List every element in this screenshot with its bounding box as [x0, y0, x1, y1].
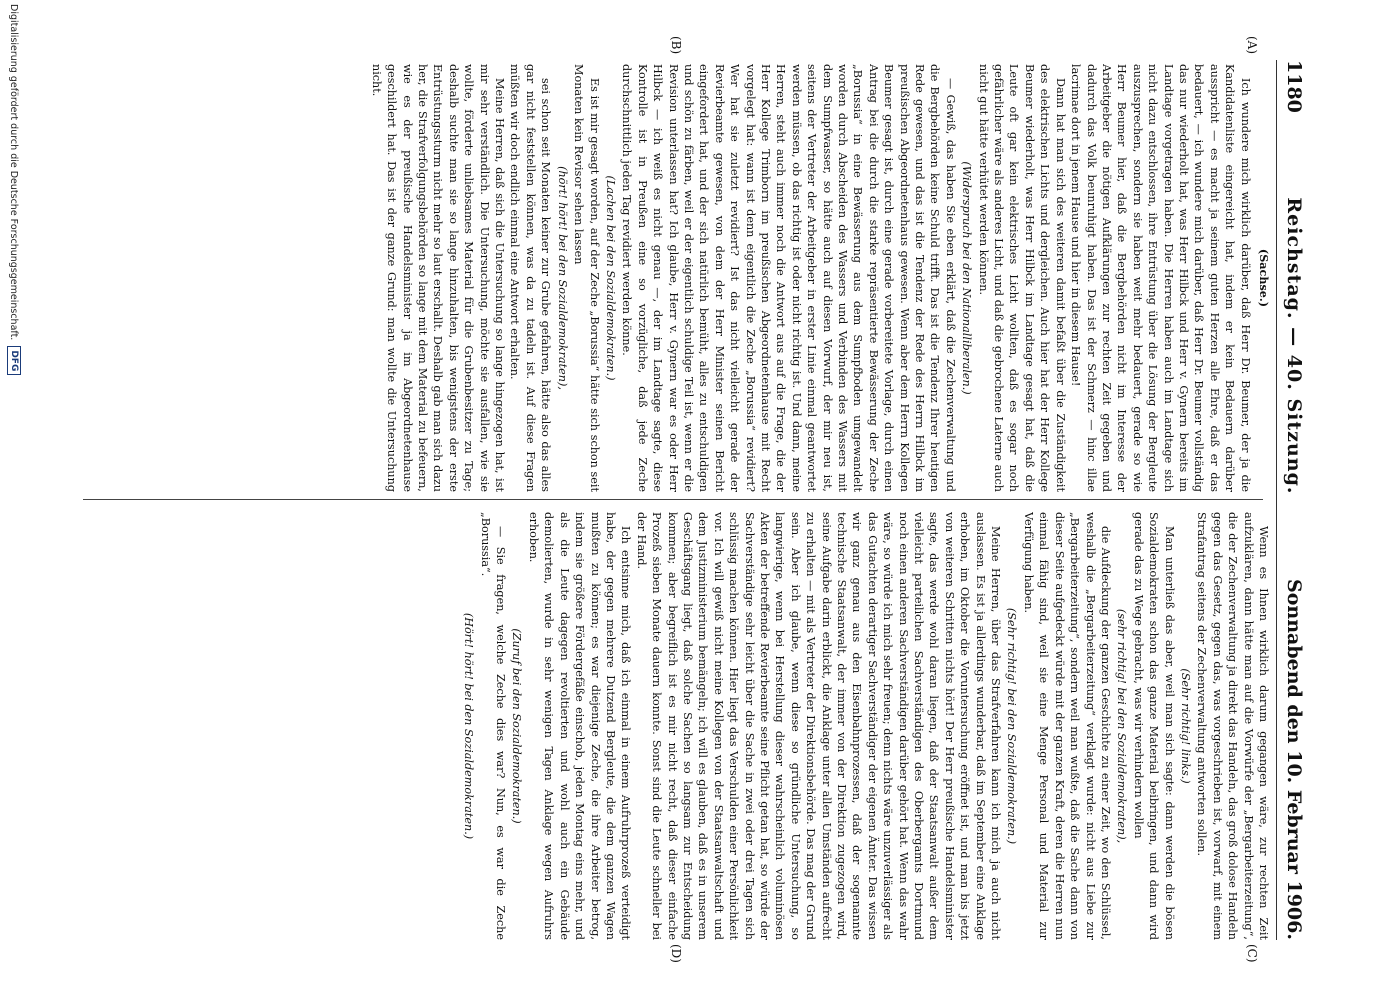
- header-rule: [1276, 60, 1277, 940]
- interjection: (Widerspruch bei den Nationalliberalen.): [960, 161, 974, 395]
- session-date: Sonnabend den 10. Februar 1906.: [1283, 579, 1305, 940]
- paragraph: die Aufdeckung der ganzen Geschichte zu einer Zeit, wo den Schlüssel, weshalb die „Bergarbeiterzeitung“ verklagt wurde: nicht aus Liebe zur „Bergarbeiterzeitung“, sondern weil man wußte, daß die Sache dann von dieser Seite aufgedeckt würde mit der ganzen Kraft, deren die Herren nun einmal fähig sind, weil sie eine Menge Personal und Material zur Verfügung haben.: [1021, 512, 1112, 940]
- page-header: [1277, 60, 1305, 940]
- margin-mark-b: (B): [669, 36, 683, 55]
- column-divider: [83, 499, 1263, 500]
- paragraph: Man unterließ das aber, weil man sich sagte: dann werden die bösen Sozialdemokraten schon das ganze Material beibringen, und dann wird gerade das zu Wege gebracht, was wir verhindern wollen: [1131, 512, 1176, 940]
- paragraph: Wenn es Ihnen wirklich darum gegangen wäre, zur rechten Zeit aufzuklären, dann hätte man auf die Vorwürfe der „Bergarbeiterzeitung“, die der Zechenverwaltung ja direkt das Handeln, das groß dolose Handeln gegen das Gesetz, gegen das, was vorgeschrieben ist, vorwarf, mit einem Strafantrag seitens der Zechenverwaltung antworten sollen.: [1195, 512, 1270, 940]
- interjection: (Sehr richtig! bei den Sozialdemokraten.): [1005, 607, 1019, 845]
- digitization-footer: [5, 4, 23, 998]
- interjection: (Hört! hört! bei den Sozialdemokraten.): [462, 612, 476, 840]
- paragraph: Ich entsinne mich, daß ich einmal in einem Aufruhrprozeß verteidigt habe, der gegen mehrere Dutzend Bergleute, die dem ganzen Wagen mußten zu können; es war diejenige Zeche, die ihre Arbeiter betrog, indem sie größere Fördergefäße einschob, jeden Montag eins mehr, und als die Leute dagegen revoltierten und wohl auch ein Gebäude demolierten, wurde in sehr wenigen Tagen Anklage wegen Aufruhrs erhoben.: [526, 512, 633, 940]
- paragraph: Meine Herren, daß sich die Untersuchung so lange hingezogen hat, ist mir sehr verständlich. Die Untersuchung, möchte sie ausfallen, wie sie wollte, förderte unliebsames Material für die Grubenbesitzer zu Tage; deshalb suchte man sie so lange hinzuhalten, bis wenigstens der erste Entrüstungssturm nicht mehr so laut erschallt. Deshalb gab man sich dazu her, die Strafverfolgungsbehörden so lange mit dem Material zu befeuern, wie es der preußische Handelsminister ja im Abgeordnetenhause geschildert hat. Das ist der ganze Grund: man wollte die Untersuchung nicht.: [369, 64, 507, 492]
- paragraph: Es ist mir gesagt worden, auf der Zeche „Borussia“ hätte sich schon seit Monaten kein Revisor sehen lassen: [572, 64, 601, 492]
- paragraph: Dann hat man sich des weiteren damit befaßt über die Zuständigkeit des elektrischen Lichts und dergleichen. Auch hier hat der Herr Kollege Beumer wiederholt, was Herr Hilbck im Landtage gesagt hat, daß die Leute oft gar kein elektrisches Licht wollten, daß es sogar noch gefährlicher wäre als anderes Licht, und daß die gebrochene Laterne auch nicht gut hätte verhütet werden können.: [976, 64, 1067, 492]
- paragraph: — Sie fragen, welche Zeche dies war? Nun, es war die Zeche „Borussia“.: [478, 512, 508, 940]
- interjection: (sehr richtig! bei den Sozialdemokraten),: [1115, 608, 1129, 844]
- paragraph: Meine Herren, über das Strafverfahren kann ich mich ja auch nicht auslassen. Es ist ja allerdings wunderbar, daß im September eine Anklage erhoben, im Oktober die Voruntersuchung eröffnet ist, und man bis jetzt von weiteren Schritten nichts hört! Der Herr preußische Handelsminister sagte, das werde wohl daran liegen, daß der Staatsanwalt außer dem vielleicht parteilichen Sachverständigen des Oberbergamts Dortmund noch einen anderen Sachverständigen darüber gehört hat. Wenn das wahr wäre, so würde ich mich sehr freuen; denn nichts wäre unzuverlässiger als das Gutachten derartiger Sachverständiger der eigenen Ämter. Das wissen wir ganz genau aus den Eisenbahnprozessen, daß der sogenannte technische Staatsanwalt, der immer von der Direktion zugezogen wird, seine Aufgabe darin erblickt, die Anklage unter allen Umständen aufrecht zu erhalten — mit als Vertreter der Direktionsbehörde. Das mag der Grund sein. Aber ich glaube, wenn diese so gründliche Untersuchung, so langwierige, wenn bei Herstellung dieser wahrscheinlich voluminösen Akten der betreffende Revierbeamte seine Pflicht getan hat, so würde der Sachverständige sehr leicht über die Sache in zwei oder drei Tagen sich schlüssig machen können. Hier liegt das Verschulden einer Persönlichkeit vor. Ich will gewiß nicht meine Kollegen von der Staatsanwaltschaft und dem Justizministerium bemängeln; ich will es glauben, daß es in unserem Geschäftsgang liegt, daß solche Sachen so langsam zur Entscheidung kommen; aber begreiflich ist es mir nicht recht, daß dieser einfache Prozeß sieben Monate dauern konnte. Sonst sind die Leute schneller bei der Hand.: [634, 512, 1003, 940]
- right-column: [71, 512, 1271, 940]
- margin-mark-a: (A): [1245, 36, 1259, 55]
- interjection: (hört! hört! bei den Sozialdemokraten),: [555, 166, 569, 390]
- margin-mark-c: (C): [1245, 944, 1259, 963]
- paragraph: sei schon seit Monaten keiner zur Grube gefahren, hätte also das alles gar nicht feststellen können, was da zu tadeln ist. Auf diese Fragen müßten wir doch endlich einmal eine Antwort erhalten.: [508, 64, 553, 492]
- footer-text: Digitalisierung gefördert durch die Deutsche Forschungsgemeinschaft.: [8, 4, 20, 341]
- page-number: 1180: [1283, 60, 1305, 113]
- interjection: (Zuruf bei den Sozialdemokraten.): [510, 628, 524, 824]
- interjection: (Lachen bei den Sozialdemokraten.): [603, 175, 617, 381]
- paragraph: Ich wundere mich wirklich darüber, daß Herr Dr. Beumer, der ja die Kandidatenliste eingereicht hat, indem er kein Bedauern darüber ausspricht — es macht ja seinem guten Herzen alle Ehre, daß er das bedauert, — ich wundere mich darüber, daß Herr Dr. Beumer vollständig das nur wiederholt hat, was Herr Hilbck und Herr v. Gynern bereits im Landtage vorgetragen haben. Die Herren haben auch im Landtage sich nicht dazu entschlossen, ihre Entrüstung über die Lösung der Bergleute auszusprechen, sondern sie haben weit mehr bedauert, gerade so wie Herr Beumer hier, daß die Bergbehörden nicht im Interesse der Arbeitgeber die nötigen Aufklärungen zur rechten Zeit gegeben und dadurch das Volk beunruhigt haben. Das ist der Schmerz — hinc illae lacrimae dort in jenem Hause und hier in diesem Hause!: [1069, 64, 1252, 492]
- paragraph: — Gewiß, das haben Sie eben erklärt, daß die Zechenverwaltung und die Bergbehörden keine Schuld trifft. Das ist die Tendenz Ihrer heutigen Rede gewesen, und das ist die Tendenz der Rede des Herrn Hilbck im preußischen Abgeordnetenhaus gewesen. Wenn aber dem Herrn Kollegen Beumer gesagt ist, durch eine gerade vorbereitete Vorlage, durch einen Antrag bei die durch die starke repräsentierte Bewässerung der Zeche „Borussia“ in eine Bewässerung aus dem Sumpfboden umgewandelt worden durch Abscheiden des Wassers und Verbinden des Wassers mit dem Sumpfwasser, so hätte auch auf diesen Vorwurf, der mir neu ist, seitens der Vertreter der Arbeitgeber in erster Linie einmal geantwortet werden müssen, ob das richtig ist oder nicht richtig ist. Und dann, meine Herren, steht auch immer noch die Antwort aus auf die Frage, die der Herr Kollege Trimborn im preußischen Abgeordnetenhause mit Recht vorgelegt hat: wann ist denn eigentlich die Zeche „Borussia“ revidiert? Wer hat sie zuletzt revidiert? Ist das nicht vielleicht gerade der Revierbeamte gewesen, von dem der Herr Minister seinen Bericht eingefordert hat, und der sich natürlich bemüht, alles zu entschuldigen und schön zu färben, weil er der eigentlich schuldige Teil ist, wenn er die Revision unterlassen hat? Ich glaube, Herr v. Gynern war es oder Herr Hilbck — ich weiß es nicht genau —, der im Landtage sagte, diese Kontrolle ist in Preußen eine so vorzügliche, daß jede Zeche durchschnittlich jeden Tag revidiert werden könne.: [620, 64, 957, 492]
- page-title: Reichstag. — 40. Sitzung.: [1283, 197, 1305, 495]
- margin-mark-d: (D): [669, 944, 683, 963]
- interjection: (Sehr richtig! links.): [1178, 668, 1192, 784]
- dfg-logo-icon: DFG: [7, 346, 21, 375]
- left-column: [71, 64, 1271, 492]
- speaker-name: (Sachse.): [1257, 248, 1271, 308]
